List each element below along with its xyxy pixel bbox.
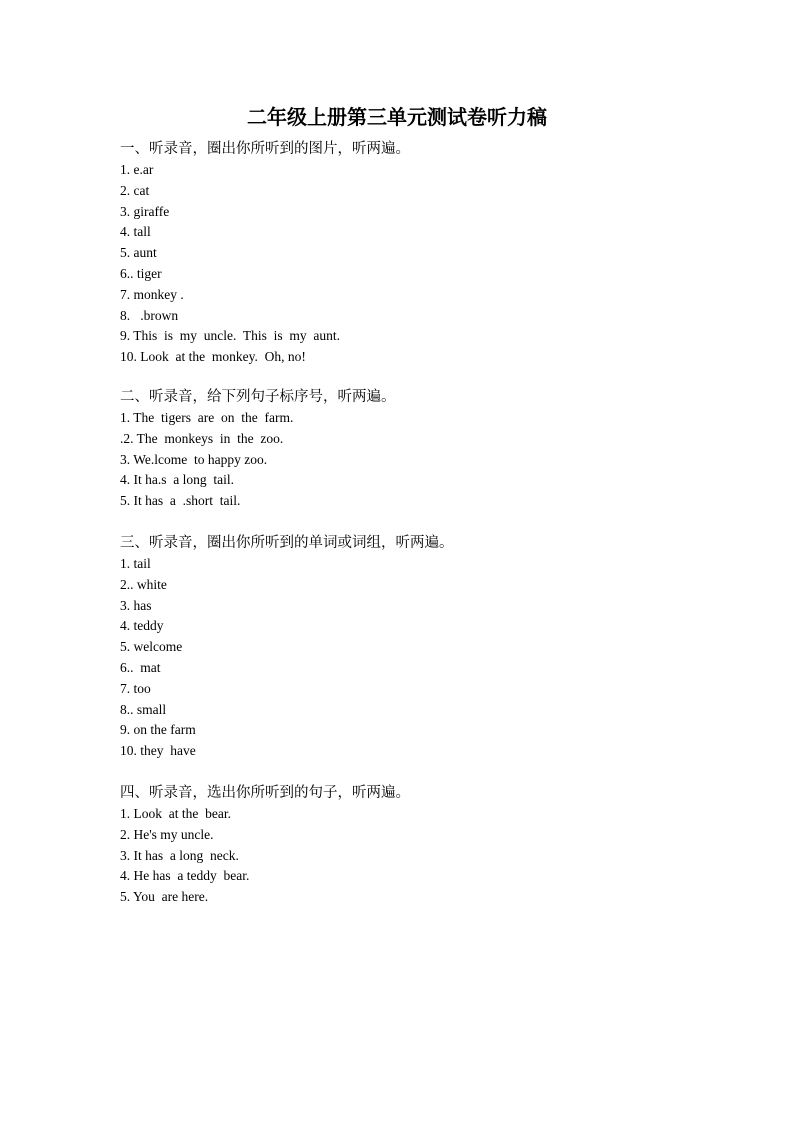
- list-item: 1. tail: [120, 556, 151, 571]
- list-item: 9. on the farm: [120, 722, 196, 738]
- section-heading: 一、听录音，圈出你所听到的图片，听两遍。: [120, 141, 410, 157]
- list-item: 8.. small: [120, 701, 167, 717]
- section-heading: 三、听录音，圈出你所听到的单词或词组，听两遍。: [120, 535, 454, 551]
- list-item: 5. It has a .short tail.: [120, 493, 241, 509]
- section-heading: 二、听录音，给下列句子标序号，听两遍。: [120, 389, 396, 405]
- list-item: 3. giraffe: [120, 203, 170, 219]
- section-4: [120, 783, 740, 908]
- list-item: 3. It has a long neck.: [120, 847, 239, 863]
- list-item: 10. Look at the monkey. Oh, no!: [120, 349, 306, 365]
- section-1: [120, 139, 740, 368]
- list-item: 4. teddy: [120, 618, 164, 634]
- list-item: 2. cat: [120, 182, 150, 198]
- list-item: 2. He's my uncle.: [120, 826, 214, 842]
- section-3: [120, 533, 740, 762]
- list-item: .2. The monkeys in the zoo.: [120, 430, 284, 446]
- list-item: 5. aunt: [120, 245, 157, 261]
- list-item: 4. It ha.s a long tail.: [120, 472, 234, 488]
- list-item: 3. We.lcome to happy zoo.: [120, 451, 268, 467]
- list-item: 7. monkey .: [120, 286, 184, 302]
- list-item: 3. has: [120, 597, 152, 613]
- list-item: 5. You are here.: [120, 889, 209, 905]
- list-item: 1. e.ar: [120, 162, 154, 177]
- list-item: 10. they have: [120, 743, 196, 759]
- list-item: 4. tall: [120, 224, 151, 240]
- list-item: 2.. white: [120, 576, 167, 592]
- list-item: 1. Look at the bear.: [120, 806, 231, 821]
- list-item: 4. He has a teddy bear.: [120, 868, 250, 884]
- list-item: 5. welcome: [120, 639, 183, 655]
- section-2: [120, 387, 740, 512]
- page-title: 二年级上册第三单元测试卷听力稿: [247, 105, 547, 129]
- list-item: 8. .brown: [120, 307, 179, 323]
- list-item: 6.. mat: [120, 659, 161, 675]
- list-item: 6.. tiger: [120, 265, 162, 281]
- list-item: 7. too: [120, 680, 151, 696]
- section-heading: 四、听录音，选出你所听到的句子，听两遍。: [120, 785, 410, 801]
- list-item: 9. This is my uncle. This is my aunt.: [120, 328, 341, 344]
- list-item: 1. The tigers are on the farm.: [120, 410, 294, 425]
